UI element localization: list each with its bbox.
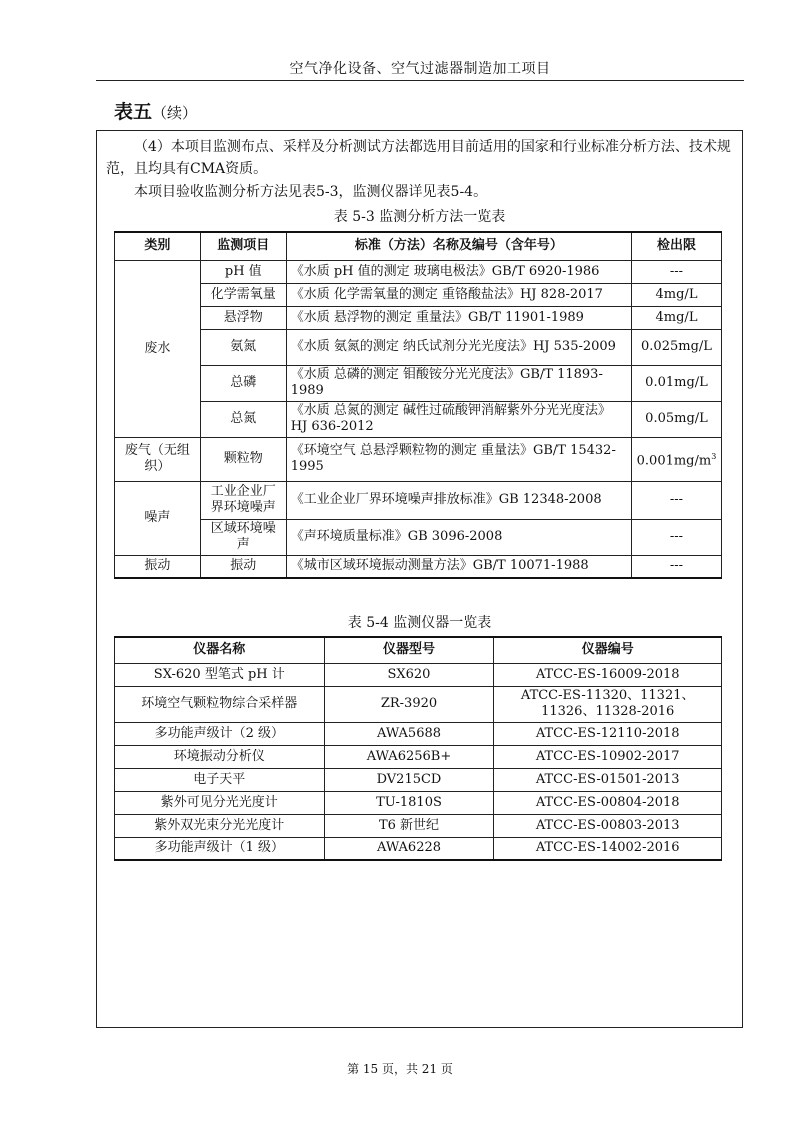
paragraph-table-reference: 本项目验收监测分析方法见表5-3，监测仪器详见表5-4。 xyxy=(134,184,488,200)
standard-cell: 《环境空气 总悬浮颗粒物的测定 重量法》GB/T 15432-1995 xyxy=(286,437,631,481)
limit-cell: 4mg/L xyxy=(631,306,721,329)
table-5-3-caption: 表 5-3 监测分析方法一览表 xyxy=(333,209,506,225)
table-row xyxy=(115,722,722,745)
standard-cell: 《水质 悬浮物的测定 重量法》GB/T 11901-1989 xyxy=(286,306,631,329)
header-divider xyxy=(96,80,744,81)
table-row xyxy=(115,814,722,837)
table-row xyxy=(115,283,722,306)
limit-cell: --- xyxy=(631,260,721,283)
limit-superscript: 3 xyxy=(711,451,717,461)
table-row xyxy=(115,791,722,814)
instrument-model-cell: ZR-3920 xyxy=(324,686,494,722)
instrument-name-cell: 紫外双光束分光光度计 xyxy=(115,814,325,837)
table-row xyxy=(115,365,722,401)
instrument-serial-cell: ATCC-ES-10902-2017 xyxy=(494,745,722,768)
limit-cell: 0.01mg/L xyxy=(631,365,721,401)
instrument-model-cell: T6 新世纪 xyxy=(324,814,494,837)
instrument-name-cell: SX-620 型笔式 pH 计 xyxy=(115,663,325,686)
item-cell: 区域环境噪声 xyxy=(200,519,286,555)
limit-cell: 4mg/L xyxy=(631,283,721,306)
table-row xyxy=(115,686,722,722)
item-cell: 工业企业厂界环境噪声 xyxy=(200,481,286,519)
item-cell: 总磷 xyxy=(200,365,286,401)
table-row xyxy=(115,837,722,860)
standard-cell: 《水质 氨氮的测定 纳氏试剂分光光度法》HJ 535-2009 xyxy=(286,329,631,365)
column-header: 类别 xyxy=(115,232,201,260)
instrument-model-cell: DV215CD xyxy=(324,768,494,791)
table-row xyxy=(115,663,722,686)
table-row xyxy=(115,481,722,519)
analysis-methods-table xyxy=(114,231,722,579)
instrument-serial-cell: ATCC-ES-12110-2018 xyxy=(494,722,722,745)
instrument-serial-cell: ATCC-ES-00803-2013 xyxy=(494,814,722,837)
standard-cell: 《水质 化学需氧量的测定 重铬酸盐法》HJ 828-2017 xyxy=(286,283,631,306)
standard-cell: 《工业企业厂界环境噪声排放标准》GB 12348-2008 xyxy=(286,481,631,519)
page-number: 第 15 页，共 21 页 xyxy=(347,1062,453,1076)
category-cell: 废气（无组织） xyxy=(115,437,201,481)
item-cell: 氨氮 xyxy=(200,329,286,365)
paragraph-methods-note: （4）本项目监测布点、采样及分析测试方法都选用目前适用的国家和行业标准分析方法、技术规范，且均具有CMA资质。 xyxy=(106,139,731,177)
table-row xyxy=(115,745,722,768)
instrument-name-cell: 环境空气颗粒物综合采样器 xyxy=(115,686,325,722)
table-header-row xyxy=(115,637,722,663)
instruments-table xyxy=(114,636,722,861)
limit-cell: 0.025mg/L xyxy=(631,329,721,365)
instrument-serial-cell: ATCC-ES-11320、11321、11326、11328-2016 xyxy=(494,686,722,722)
limit-cell: --- xyxy=(631,555,721,578)
table-row xyxy=(115,555,722,578)
instrument-model-cell: SX620 xyxy=(324,663,494,686)
limit-cell: 0.05mg/L xyxy=(631,401,721,437)
instrument-name-cell: 环境振动分析仪 xyxy=(115,745,325,768)
instrument-model-cell: TU-1810S xyxy=(324,791,494,814)
limit-cell xyxy=(631,437,721,481)
item-cell: 化学需氧量 xyxy=(200,283,286,306)
table-5-4-caption: 表 5-4 监测仪器一览表 xyxy=(347,615,492,631)
instrument-serial-cell: ATCC-ES-14002-2016 xyxy=(494,837,722,860)
column-header: 仪器名称 xyxy=(115,637,325,663)
instrument-name-cell: 紫外可见分光光度计 xyxy=(115,791,325,814)
category-cell: 振动 xyxy=(115,555,201,578)
table-header-row xyxy=(115,232,722,260)
table-row xyxy=(115,519,722,555)
category-cell: 噪声 xyxy=(115,481,201,555)
instrument-serial-cell: ATCC-ES-16009-2018 xyxy=(494,663,722,686)
instrument-serial-cell: ATCC-ES-00804-2018 xyxy=(494,791,722,814)
standard-cell: 《水质 pH 值的测定 玻璃电极法》GB/T 6920-1986 xyxy=(286,260,631,283)
section-title-main: 表五 xyxy=(114,101,153,123)
instrument-model-cell: AWA6228 xyxy=(324,837,494,860)
page-header-title: 空气净化设备、空气过滤器制造加工项目 xyxy=(289,61,551,77)
instrument-model-cell: AWA6256B+ xyxy=(324,745,494,768)
limit-cell: --- xyxy=(631,519,721,555)
table-row xyxy=(115,329,722,365)
column-header: 检出限 xyxy=(631,232,721,260)
item-cell: 颗粒物 xyxy=(200,437,286,481)
column-header: 仪器编号 xyxy=(494,637,722,663)
instrument-serial-cell: ATCC-ES-01501-2013 xyxy=(494,768,722,791)
instrument-model-cell: AWA5688 xyxy=(324,722,494,745)
column-header: 仪器型号 xyxy=(324,637,494,663)
table-row xyxy=(115,768,722,791)
column-header: 监测项目 xyxy=(200,232,286,260)
item-cell: 悬浮物 xyxy=(200,306,286,329)
instrument-name-cell: 多功能声级计（2 级） xyxy=(115,722,325,745)
category-cell: 废水 xyxy=(115,260,201,437)
column-header: 标准（方法）名称及编号（含年号） xyxy=(286,232,631,260)
standard-cell: 《水质 总氮的测定 碱性过硫酸钾消解紫外分光光度法》HJ 636-2012 xyxy=(286,401,631,437)
section-title xyxy=(114,97,197,124)
table-row xyxy=(115,401,722,437)
item-cell: 振动 xyxy=(200,555,286,578)
instrument-name-cell: 多功能声级计（1 级） xyxy=(115,837,325,860)
section-title-suffix: （续） xyxy=(152,104,198,122)
table-row xyxy=(115,437,722,481)
standard-cell: 《城市区域环境振动测量方法》GB/T 10071-1988 xyxy=(286,555,631,578)
table-row xyxy=(115,306,722,329)
standard-cell: 《水质 总磷的测定 钼酸铵分光光度法》GB/T 11893-1989 xyxy=(286,365,631,401)
limit-cell: --- xyxy=(631,481,721,519)
standard-cell: 《声环境质量标准》GB 3096-2008 xyxy=(286,519,631,555)
item-cell: 总氮 xyxy=(200,401,286,437)
instrument-name-cell: 电子天平 xyxy=(115,768,325,791)
item-cell: pH 值 xyxy=(200,260,286,283)
limit-value: 0.001mg/m xyxy=(636,453,712,469)
table-row xyxy=(115,260,722,283)
